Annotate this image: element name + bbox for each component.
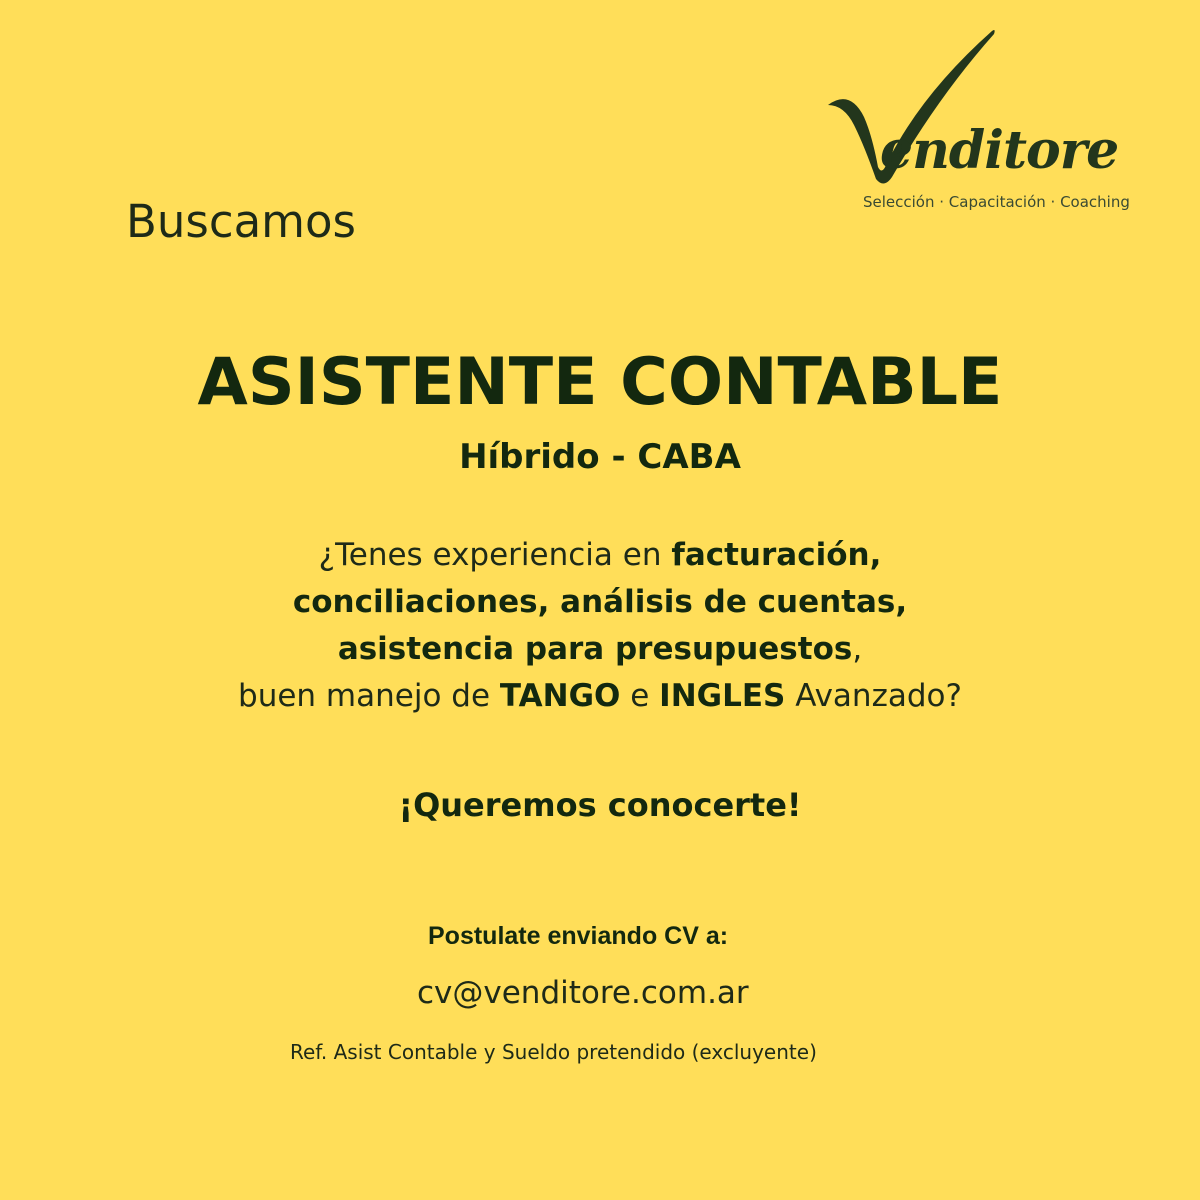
requirements-line-3 xyxy=(0,626,1200,673)
apply-label: Postulate enviando CV a: xyxy=(428,922,729,950)
requirements-line-3-regular: , xyxy=(852,631,863,667)
logo-tagline: Selección · Capacitación · Coaching xyxy=(863,193,1130,211)
intro-heading: Buscamos xyxy=(126,195,356,248)
logo-wordmark: enditore xyxy=(880,120,1119,181)
reference-note: Ref. Asist Contable y Sueldo pretendido (excluyente) xyxy=(290,1040,817,1064)
venditore-logo xyxy=(820,25,1180,220)
requirements-line-1-regular: ¿Tenes experiencia en xyxy=(318,537,672,573)
job-modality: Híbrido - CABA xyxy=(459,437,741,477)
requirements-line-1-bold: facturación, xyxy=(671,537,882,573)
requirements-line-4-part1: buen manejo de xyxy=(238,678,500,714)
requirements-line-2-bold: conciliaciones, análisis de cuentas, xyxy=(292,584,908,620)
call-to-action: ¡Queremos conocerte! xyxy=(398,786,802,824)
requirements-text xyxy=(0,532,1200,720)
requirements-line-4-part3: Avanzado? xyxy=(785,678,962,714)
requirements-line-2 xyxy=(0,579,1200,626)
requirements-line-4-part2: e xyxy=(620,678,660,714)
requirements-line-4 xyxy=(0,673,1200,720)
job-title: ASISTENTE CONTABLE xyxy=(197,345,1003,420)
contact-email[interactable]: cv@venditore.com.ar xyxy=(417,975,749,1011)
requirements-line-3-bold: asistencia para presupuestos xyxy=(337,631,853,667)
requirements-line-1 xyxy=(0,532,1200,579)
tango-skill: TANGO xyxy=(499,678,621,714)
ingles-skill: INGLES xyxy=(659,678,786,714)
